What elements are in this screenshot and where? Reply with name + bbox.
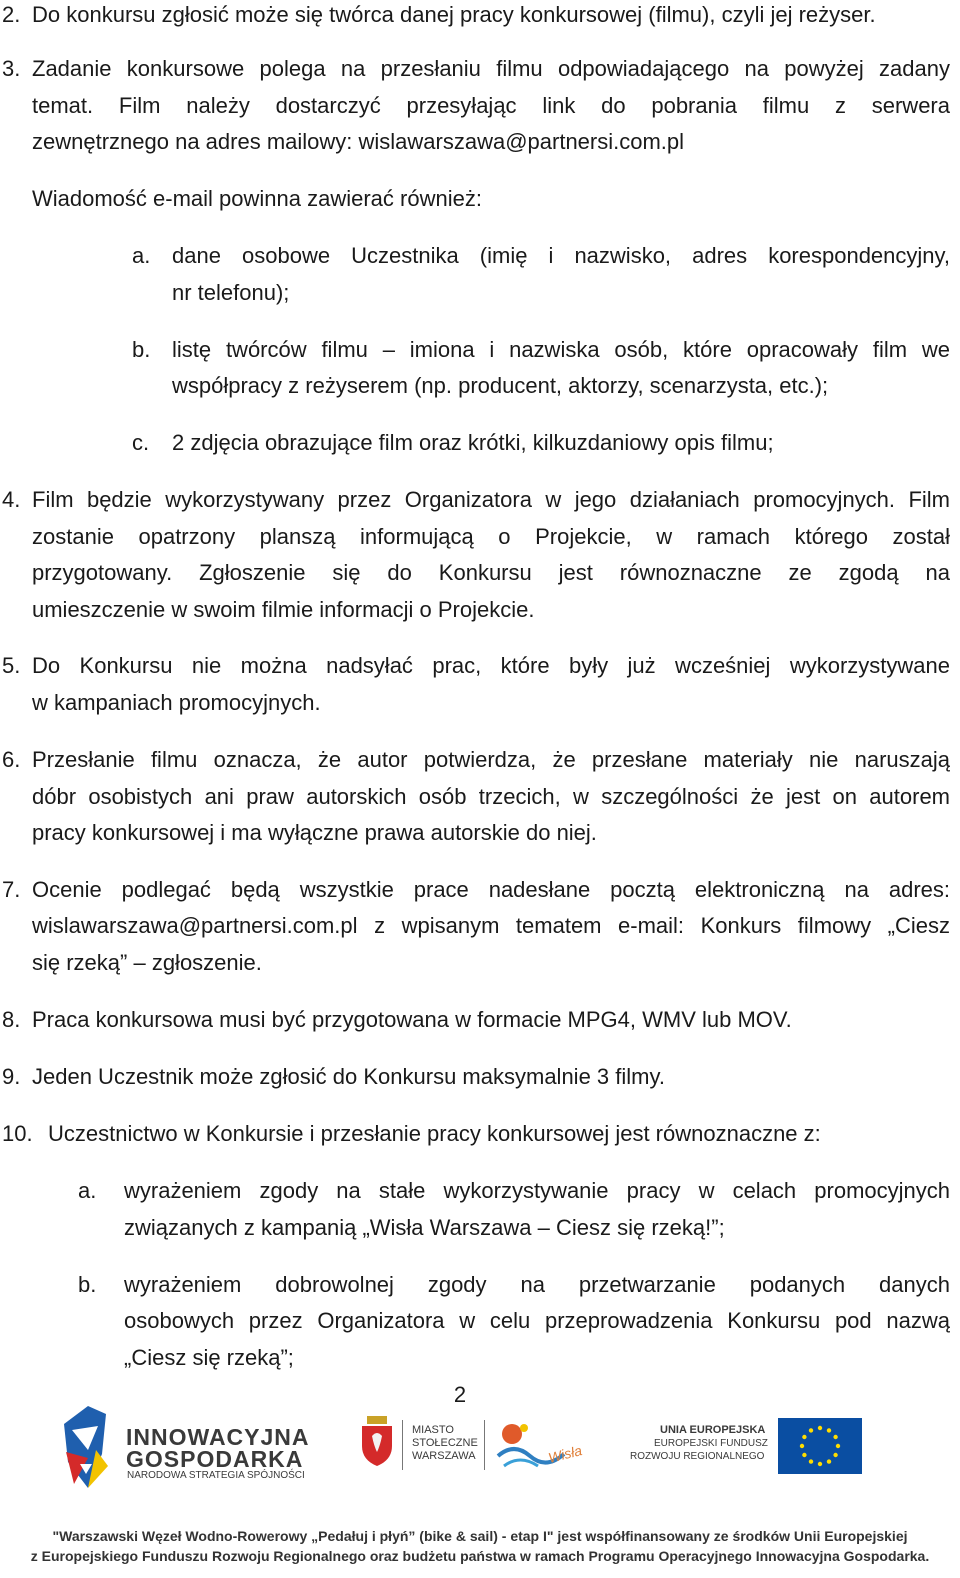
item-number: 4. (2, 487, 21, 512)
page-number: 2 (453, 1382, 467, 1407)
sub-item-line: osobowych przez Organizatora w celu przeprowadzenia Konkursu pod nazwą (124, 1308, 950, 1333)
logo1-caption: NARODOWA STRATEGIA SPÓJNOŚCI (127, 1470, 305, 1481)
item-number: 9. (2, 1064, 21, 1089)
sub-item-line: wyrażeniem zgody na stałe wykorzystywanie pracy w celach promocyjnych (124, 1178, 950, 1203)
logo4-line2: EUROPEJSKI FUNDUSZ (654, 1438, 768, 1449)
item-9-line: Jeden Uczestnik może zgłosić do Konkursu maksymalnie 3 filmy. (32, 1064, 665, 1089)
item-4-line: przygotowany. Zgłoszenie się do Konkursu jest równoznaczne ze zgodą na (32, 560, 950, 585)
footer-cofinancing-line-1: "Warszawski Węzeł Wodno-Rowerowy „Pedałuj i płyń” (bike & sail) - etap I" jest współfinansowany ze środków Unii Europejskiej (52, 1528, 908, 1544)
item-6-line: Przesłanie filmu oznacza, że autor potwierdza, że przesłane materiały nie naruszają (32, 747, 950, 772)
email-requirements-intro: Wiadomość e-mail powinna zawierać również: (32, 186, 482, 211)
sub-letter: c. (132, 430, 150, 455)
item-6-line: dóbr osobistych ani praw autorskich osób trzecich, w szczególności że jest on autorem (32, 784, 950, 809)
logo1-title: INNOWACYJNA (126, 1424, 310, 1450)
item-5-line: w kampaniach promocyjnych. (32, 690, 321, 715)
logo2-line3: WARSZAWA (412, 1450, 476, 1462)
logo4-line1: UNIA EUROPEJSKA (660, 1424, 766, 1436)
innowacyjna-gospodarka-emblem-icon (58, 1404, 118, 1492)
item-10-line: Uczestnictwo w Konkursie i przesłanie pracy konkursowej jest równoznaczne z: (48, 1121, 821, 1146)
sub-letter: b. (132, 337, 151, 362)
item-7-line: Ocenie podlegać będą wszystkie prace nadesłane pocztą elektroniczną na adres: (32, 877, 950, 902)
sub-letter: b. (78, 1272, 97, 1297)
item-3-line: Zadanie konkursowe polega na przesłaniu filmu odpowiadającego na powyżej zadany (32, 56, 950, 81)
item-4-line: umieszczenie w swoim filmie informacji o Projekcie. (32, 597, 535, 622)
sub-letter: a. (132, 243, 151, 268)
item-number: 6. (2, 747, 21, 772)
item-number: 8. (2, 1007, 21, 1032)
item-number: 3. (2, 56, 21, 81)
logo3-text: Wisła (546, 1442, 584, 1466)
logo2-line2: STOŁECZNE (412, 1437, 478, 1449)
item-5-line: Do Konkursu nie można nadsyłać prac, które były już wcześniej wykorzystywane (32, 653, 950, 678)
item-8-line: Praca konkursowa musi być przygotowana w formacie MPG4, WMV lub MOV. (32, 1007, 792, 1032)
item-3-line: temat. Film należy dostarczyć przesyłając link do pobrania filmu z serwera (32, 93, 950, 118)
item-number: 7. (2, 877, 21, 902)
item-number: 10. (2, 1121, 33, 1146)
item-number: 5. (2, 653, 21, 678)
sub-item-line: współpracy z reżyserem (np. producent, aktorzy, scenarzysta, etc.); (172, 373, 829, 398)
sub-item-line: 2 zdjęcia obrazujące film oraz krótki, kilkuzdaniowy opis filmu; (172, 430, 774, 455)
logo1-subtitle: GOSPODARKA (126, 1446, 304, 1472)
item-3-line-email: zewnętrznego na adres mailowy: wislawarszawa@partnersi.com.pl (32, 129, 685, 154)
eu-flag-icon (778, 1418, 862, 1474)
warszawa-coat-of-arms-icon (360, 1416, 394, 1466)
item-4-line: Film będzie wykorzystywany przez Organizatora w jego działaniach promocyjnych. Film (32, 487, 950, 512)
sub-letter: a. (78, 1178, 97, 1203)
item-6-line: pracy konkursowej i ma wyłączne prawa autorskie do niej. (32, 820, 597, 845)
item-7-line: wislawarszawa@partnersi.com.pl z wpisanym tematem e-mail: Konkurs filmowy „Ciesz (32, 913, 950, 938)
item-4-line: zostanie opatrzony planszą informującą o Projekcie, w ramach którego został (32, 524, 950, 549)
sub-item-line: dane osobowe Uczestnika (imię i nazwisko, adres korespondencyjny, (172, 243, 950, 268)
sub-item-line: „Ciesz się rzeką”; (124, 1345, 294, 1370)
sub-item-line: wyrażeniem dobrowolnej zgody na przetwarzanie podanych danych (124, 1272, 950, 1297)
logo4-line3: ROZWOJU REGIONALNEGO (630, 1451, 765, 1462)
item-7-line: się rzeką” – zgłoszenie. (32, 950, 262, 975)
sub-item-line: listę twórców filmu – imiona i nazwiska osób, które opracowały film we (172, 337, 950, 362)
sub-item-line: związanych z kampanią „Wisła Warszawa – Ciesz się rzeką!”; (124, 1215, 725, 1240)
item-2-line: Do konkursu zgłosić może się twórca danej pracy konkursowej (filmu), czyli jej reżyser. (32, 2, 876, 27)
footer-cofinancing-line-2: z Europejskiego Funduszu Rozwoju Regionalnego oraz budżetu państwa w ramach Programu Operacyjnego Innowacyjna Gospodarka. (30, 1548, 930, 1564)
item-number: 2. (2, 2, 21, 27)
sub-item-line: nr telefonu); (172, 280, 290, 305)
logo2-line1: MIASTO (412, 1424, 454, 1436)
footer-logos (0, 1402, 960, 1492)
